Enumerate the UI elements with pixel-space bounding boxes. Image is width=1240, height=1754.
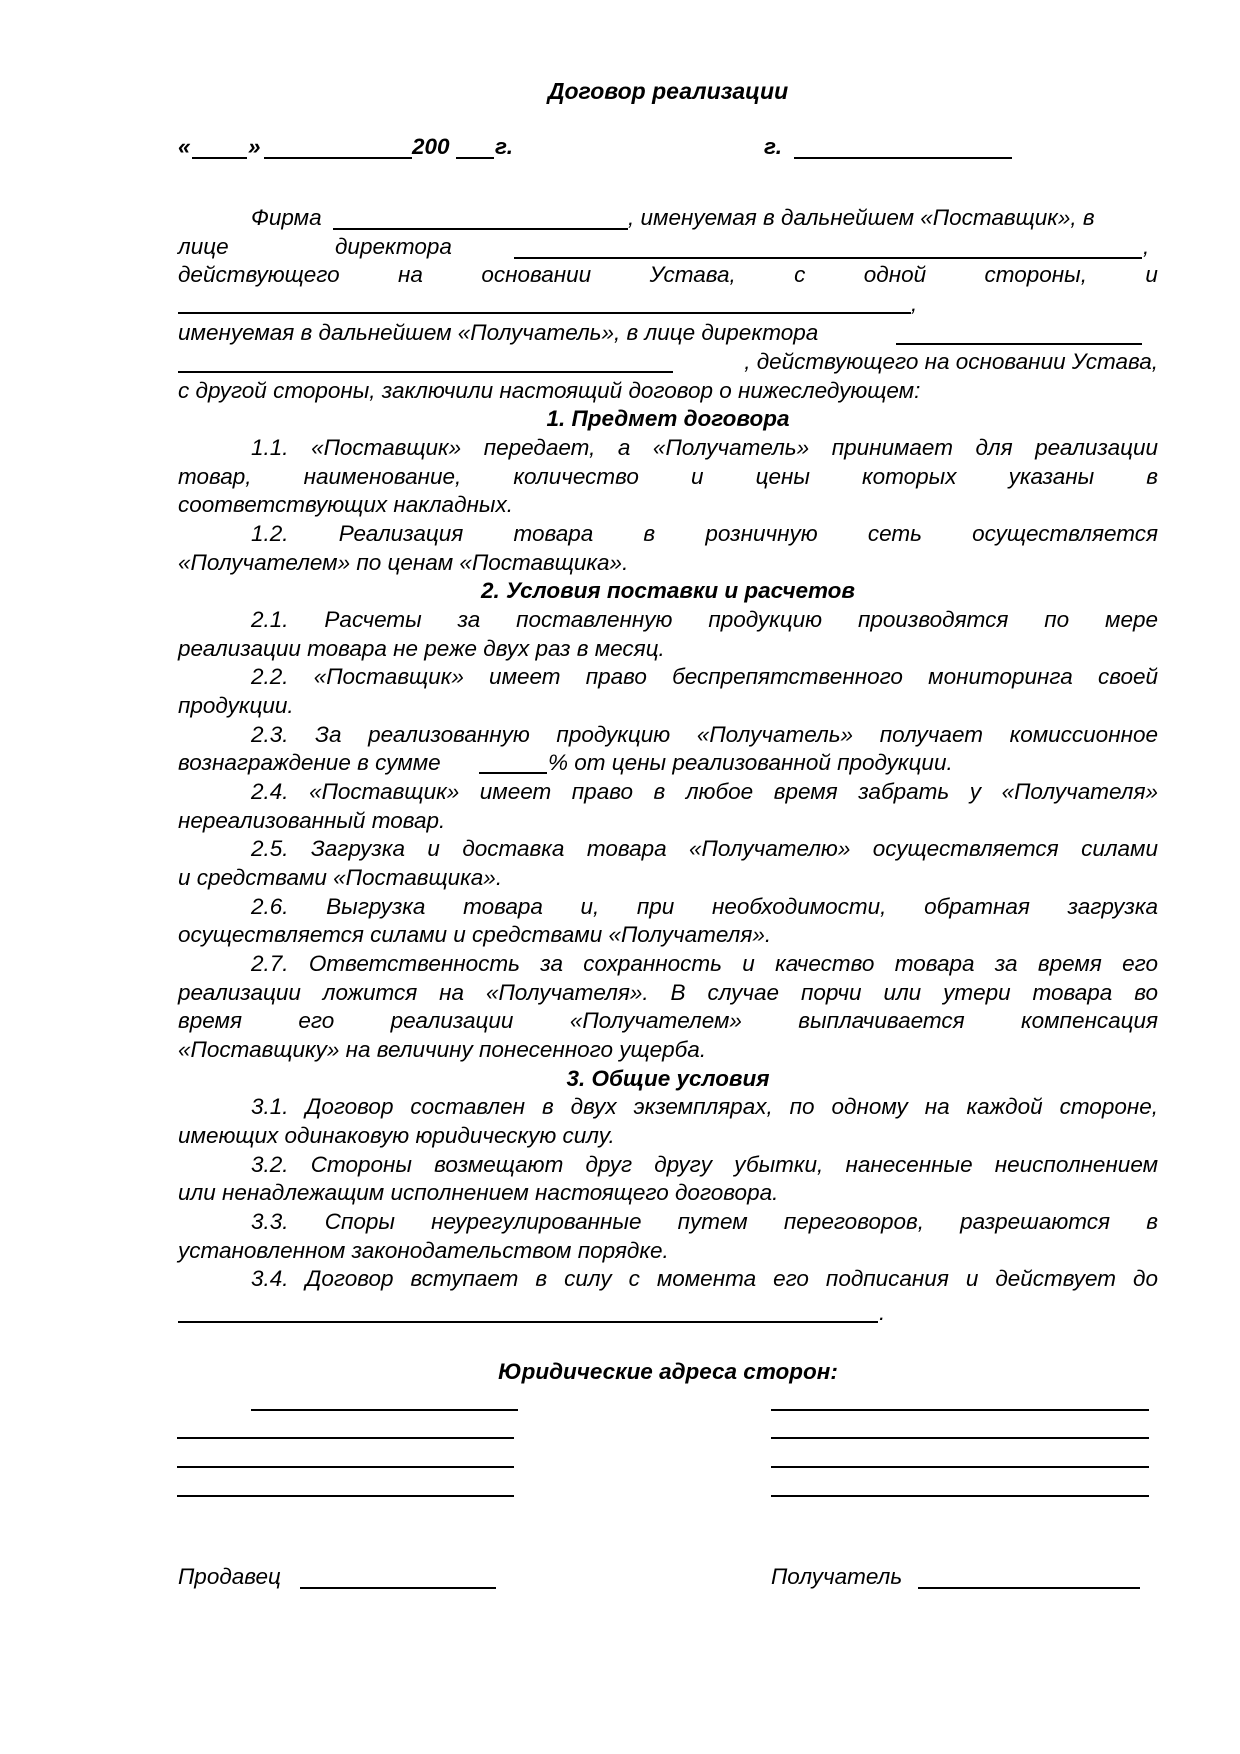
clause-2-6-line2: осуществляется силами и средствами «Получателя». xyxy=(178,922,772,947)
recipient-address-line-4[interactable] xyxy=(771,1495,1149,1497)
clause-3-2-line1: 3.2. Стороны возмещают друг другу убытки, нанесенные неисполнением xyxy=(251,1152,1158,1177)
word: основании xyxy=(481,262,592,287)
addresses-heading: Юридические адреса сторон: xyxy=(498,1359,838,1384)
clause-1-1-line2: товар, наименование, количество и цены которых указаны в xyxy=(178,464,1158,489)
clause-1-1-line3: соответствующих накладных. xyxy=(178,492,513,517)
clause-2-7-line1: 2.7. Ответственность за сохранность и качество товара за время его xyxy=(251,951,1158,976)
clause-2-5-line2: и средствами «Поставщика». xyxy=(178,865,503,890)
seller-signature-field[interactable] xyxy=(300,1587,496,1589)
year-field[interactable] xyxy=(456,157,494,159)
preamble-line2-word: лице xyxy=(178,234,229,259)
clause-2-2-line1: 2.2. «Поставщик» имеет право беспрепятственного мониторинга своей xyxy=(251,664,1158,689)
clause-2-5-line1: 2.5. Загрузка и доставка товара «Получателю» осуществляется силами xyxy=(251,836,1158,861)
supplier-director-field[interactable] xyxy=(514,257,1142,259)
recipient-address-line-2[interactable] xyxy=(771,1437,1149,1439)
preamble-line7: с другой стороны, заключили настоящий договор о нижеследующем: xyxy=(178,378,921,403)
city-field[interactable] xyxy=(794,157,1012,159)
recipient-address-line-1[interactable] xyxy=(771,1409,1149,1411)
word: одной xyxy=(863,262,927,287)
preamble-line3 xyxy=(178,260,1158,289)
clause-2-2-line2: продукции. xyxy=(178,693,294,718)
year-prefix: 200 xyxy=(412,134,450,159)
seller-address-line-2[interactable] xyxy=(177,1437,514,1439)
clause-3-3-line2: установленном законодательством порядке. xyxy=(178,1238,669,1263)
clause-2-7-line4: «Поставщику» на величину понесенного ущерба. xyxy=(178,1037,707,1062)
word: действующего xyxy=(178,262,340,287)
word: и xyxy=(1145,262,1158,287)
preamble-line2-end: , xyxy=(1143,234,1150,259)
clause-2-1-line2: реализации товара не реже двух раз в месяц. xyxy=(178,636,665,661)
clause-2-4-line1: 2.4. «Поставщик» имеет право в любое время забрать у «Получателя» xyxy=(251,779,1158,804)
clause-2-3-line1: 2.3. За реализованную продукцию «Получатель» получает комиссионное xyxy=(251,722,1158,747)
preamble-line1-text: , именуемая в дальнейшем «Поставщик», в xyxy=(628,205,1095,230)
seller-address-line-4[interactable] xyxy=(177,1495,514,1497)
preamble-line6: , действующего на основании Устава, xyxy=(744,349,1158,374)
city-prefix: г. xyxy=(764,134,782,159)
clause-2-1-line1: 2.1. Расчеты за поставленную продукцию производятся по мере xyxy=(251,607,1158,632)
seller-address-line-1[interactable] xyxy=(251,1409,518,1411)
recipient-signature-field[interactable] xyxy=(918,1587,1140,1589)
clause-2-7-line3: время его реализации «Получателем» выплачивается компенсация xyxy=(178,1008,1158,1033)
clause-2-6-line1: 2.6. Выгрузка товара и, при необходимости, обратная загрузка xyxy=(251,894,1158,919)
seller-address-line-3[interactable] xyxy=(177,1466,514,1468)
clause-3-1-line1: 3.1. Договор составлен в двух экземплярах, по одному на каждой стороне, xyxy=(251,1094,1158,1119)
word: с xyxy=(794,262,806,287)
recipient-director-field-2[interactable] xyxy=(178,371,673,373)
document-title: Договор реализации xyxy=(547,78,789,104)
recipient-director-field-1[interactable] xyxy=(896,343,1142,345)
date-day-field[interactable] xyxy=(192,157,247,159)
clause-1-2-line2: «Получателем» по ценам «Поставщика». xyxy=(178,550,629,575)
clause-2-7-line2: реализации ложится на «Получателя». В случае порчи или утери товара во xyxy=(178,980,1158,1005)
date-close-quote: » xyxy=(248,134,261,159)
section-2-heading: 2. Условия поставки и расчетов xyxy=(480,578,856,603)
clause-3-2-line2: или ненадлежащим исполнением настоящего договора. xyxy=(178,1180,779,1205)
clause-2-3-line2b: % от цены реализованной продукции. xyxy=(548,750,953,775)
preamble-line5: именуемая в дальнейшем «Получатель», в лице директора xyxy=(178,320,819,345)
recipient-signature-label: Получатель xyxy=(771,1564,903,1589)
clause-2-3-line2a: вознаграждение в сумме xyxy=(178,750,441,775)
date-month-field[interactable] xyxy=(264,157,412,159)
word: стороны, xyxy=(984,262,1087,287)
clause-1-2-line1: 1.2. Реализация товара в розничную сеть осуществляется xyxy=(251,521,1158,546)
preamble-line4-end: , xyxy=(911,291,918,316)
clause-3-3-line1: 3.3. Споры неурегулированные путем переговоров, разрешаются в xyxy=(251,1209,1158,1234)
section-1-heading: 1. Предмет договора xyxy=(546,406,790,431)
year-suffix: г. xyxy=(495,134,513,159)
recipient-address-line-3[interactable] xyxy=(771,1466,1149,1468)
recipient-firm-field[interactable] xyxy=(178,312,911,314)
supplier-firm-field[interactable] xyxy=(333,228,628,230)
word: на xyxy=(398,262,423,287)
clause-3-1-line2: имеющих одинаковую юридическую силу. xyxy=(178,1123,615,1148)
contract-end-date-field[interactable] xyxy=(178,1321,878,1323)
seller-signature-label: Продавец xyxy=(178,1564,281,1589)
clause-1-1-line1: 1.1. «Поставщик» передает, а «Получатель» принимает для реализации xyxy=(251,435,1158,460)
clause-3-4-line1: 3.4. Договор вступает в силу с момента его подписания и действует до xyxy=(251,1266,1158,1291)
preamble-firm-label: Фирма xyxy=(251,205,322,230)
clause-2-4-line2: нереализованный товар. xyxy=(178,808,446,833)
clause-3-4-end: . xyxy=(879,1300,886,1325)
preamble-line2-word: директора xyxy=(335,234,452,259)
word: Устава, xyxy=(649,262,736,287)
commission-percent-field[interactable] xyxy=(479,772,547,774)
section-3-heading: 3. Общие условия xyxy=(566,1066,770,1091)
date-open-quote: « xyxy=(178,134,191,159)
